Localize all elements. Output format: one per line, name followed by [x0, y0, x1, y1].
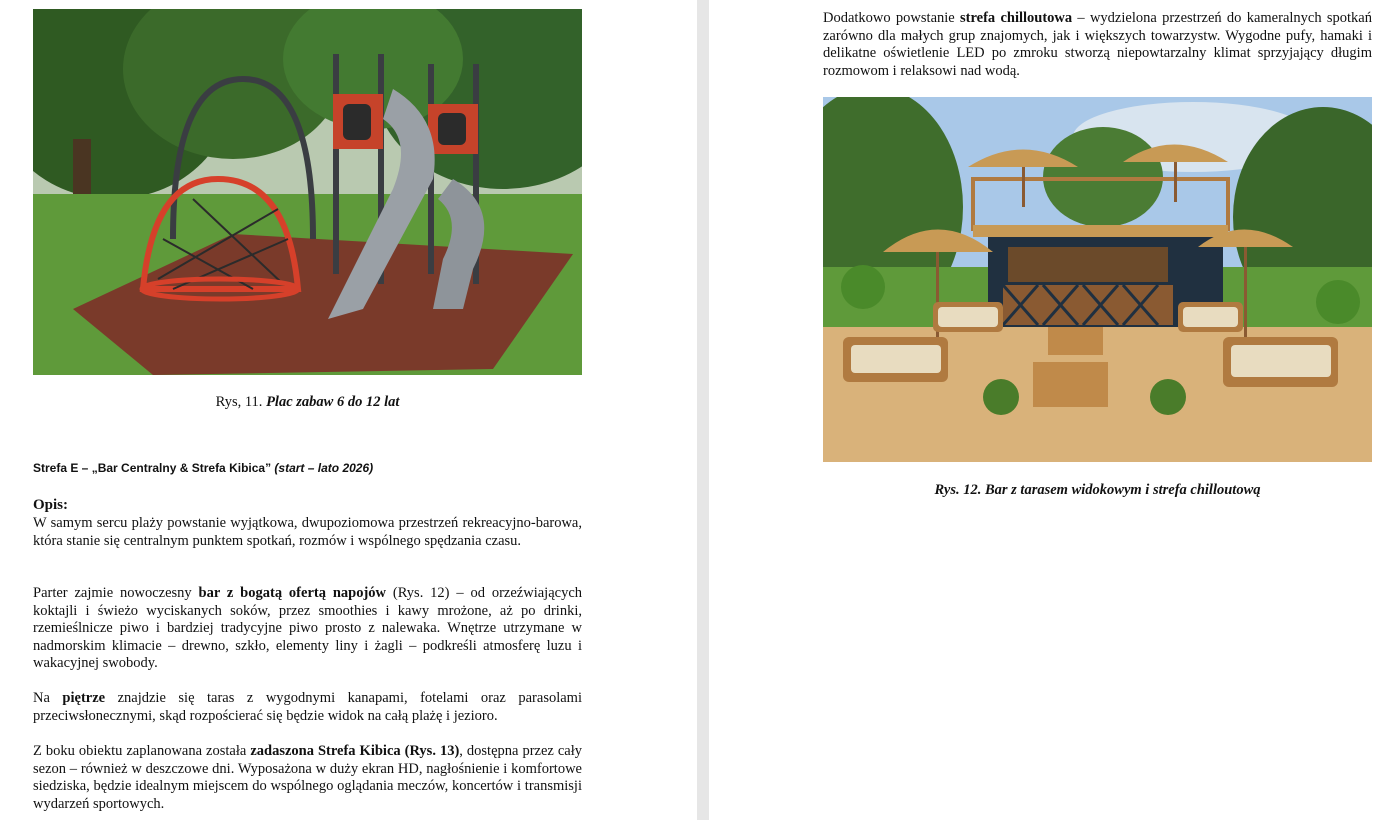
figure-12-caption: Rys. 12. Bar z tarasem widokowym i strefa chilloutową [934, 482, 1261, 498]
opis-label: Opis: [33, 497, 69, 513]
text-run: (Rys. 12) – od orzeźwiających koktajli i świeżo wyciskanych soków, przez smoothies i kawy mrożone, aż po drinki, rzemieślnicze piwo i bardziej tradycyjne piwo prosto z nalewaka. Wnętrze utrzymane w nadmorskim klimacie – drewno, szkło, elementy liny i żagli – podkreśli atmosferę luzu i wakacyjnej swobody. [33, 585, 582, 671]
paragraph-bar [33, 585, 582, 673]
bold-run: strefa chilloutowa [960, 10, 1073, 26]
paragraph-fan-zone [33, 743, 582, 813]
zone-start-date: (start – lato 2026) [274, 461, 374, 475]
text-run: Na [33, 690, 63, 706]
text-run: Parter zajmie nowoczesny [33, 585, 199, 601]
bold-run: bar z bogatą ofertą napojów [198, 585, 387, 601]
zone-e-heading [33, 461, 593, 475]
bold-run: piętrze [62, 690, 106, 706]
paragraph-intro: W samym sercu plaży powstanie wyjątkowa, dwupoziomowa przestrzeń rekreacyjno-barowa, która stanie się centralnym punktem spotkań, rozmów i wspólnego spędzania czasu. [33, 515, 582, 549]
text-run: Dodatkowo powstanie [823, 10, 961, 26]
caption-title: Plac zabaw 6 do 12 lat [266, 394, 400, 410]
playground-image [33, 9, 582, 375]
text-run: Z boku obiektu zaplanowana została [33, 743, 251, 759]
zone-title: Strefa E – „Bar Centralny & Strefa Kibica” [33, 461, 272, 475]
bold-run: zadaszona Strefa Kibica (Rys. 13) [250, 743, 460, 759]
paragraph-terrace [33, 690, 582, 725]
right-page [709, 0, 1390, 820]
text-run: , dostępna przez cały sezon – również w deszczowe dni. Wyposażona w duży ekran HD, nagłośnienie i komfortowe siedziska, będzie idealnym miejscem do wspólnego oglądania meczów, koncertów i transmisji wydarzeń sportowych. [33, 743, 582, 812]
page-gutter [697, 0, 709, 820]
figure-11-caption [33, 394, 582, 411]
bar-illustration [823, 97, 1372, 462]
text-run: – wydzielona przestrzeń do kameralnych spotkań zarówno dla małych grup znajomych, jak i większych towarzystw. Wygodne pufy, hamaki i delikatne oświetlenie LED po zmroku stworzą niepowtarzalny klimat sprzyjający długim rozmowom i relaksowi nad wodą. [823, 10, 1372, 79]
caption-prefix: Rys, 11. [215, 394, 267, 410]
text-run: znajdzie się taras z wygodnymi kanapami, fotelami oraz parasolami przeciwsłonecznymi, skąd rozpościerać się będzie widok na całą plażę i jezioro. [33, 690, 582, 724]
playground-illustration [33, 9, 582, 375]
bar-terrace-image [823, 97, 1372, 462]
paragraph-chillout [823, 10, 1372, 80]
